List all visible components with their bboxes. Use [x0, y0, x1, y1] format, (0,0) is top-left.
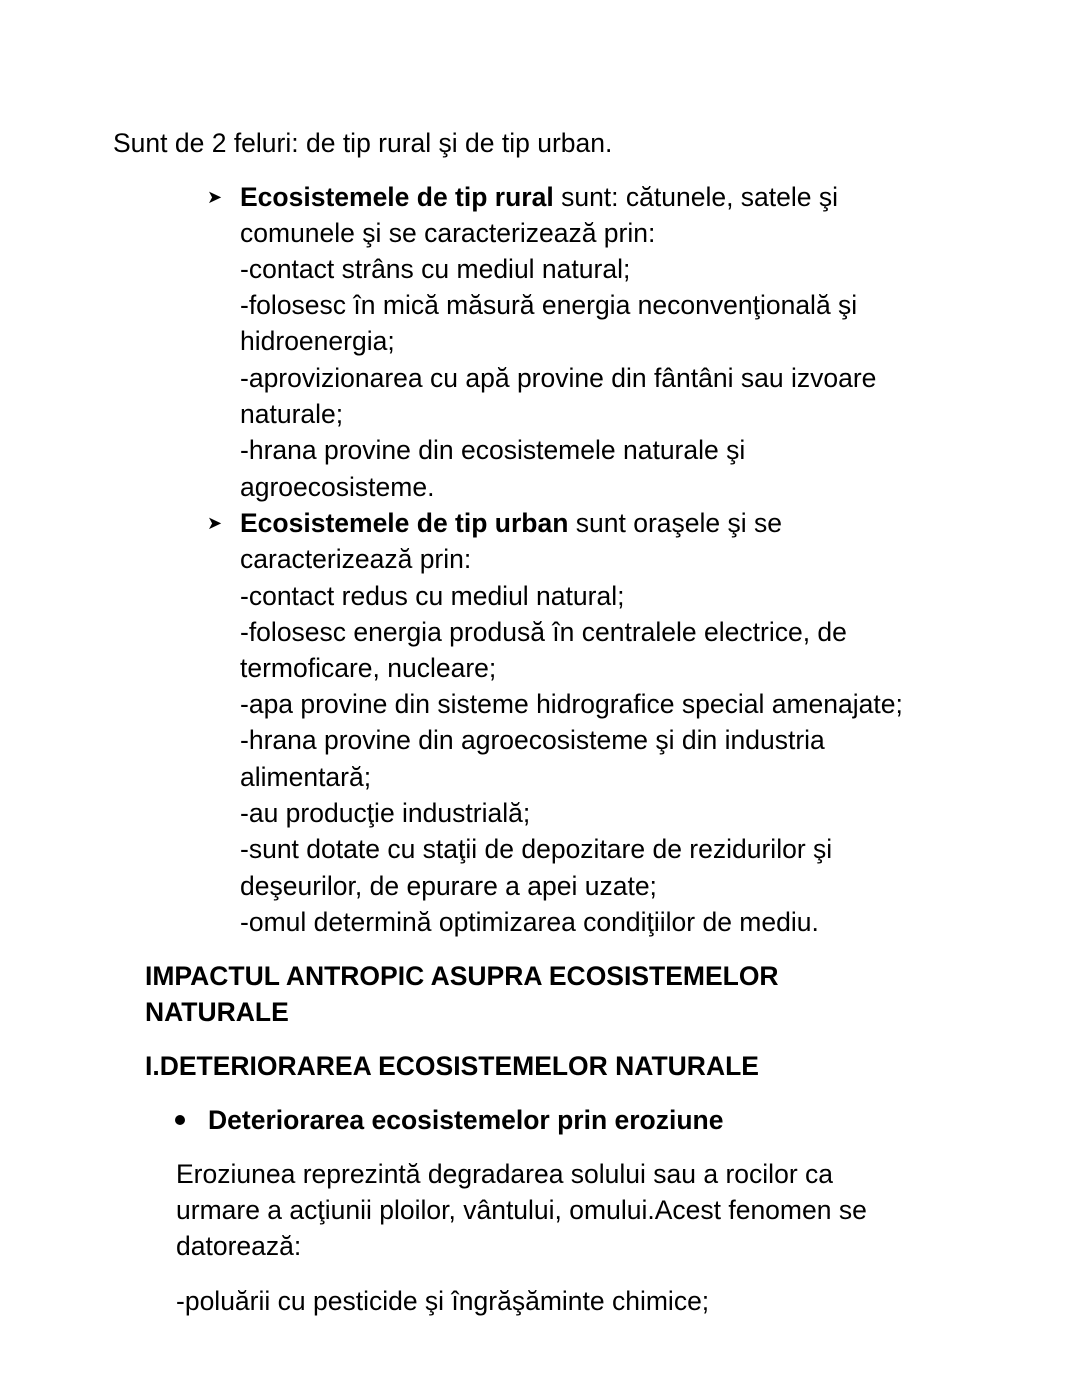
rural-line: -hrana provine din ecosistemele naturale şi [240, 435, 746, 465]
rural-title: Ecosistemele de tip rural [240, 182, 554, 212]
subsection-heading: I.DETERIORAREA ECOSISTEMELOR NATURALE [145, 1051, 759, 1081]
section-heading: NATURALE [145, 997, 289, 1027]
urban-line: caracterizează prin: [240, 544, 472, 574]
arrow-bullet-icon: ➤ [207, 513, 223, 533]
urban-line: deşeurilor, de epurare a apei uzate; [240, 871, 657, 901]
urban-line: -omul determină optimizarea condiţiilor de mediu. [240, 907, 819, 937]
rural-line: sunt: cătunele, satele şi [553, 182, 839, 212]
paragraph-line: Eroziunea reprezintă degradarea solului sau a rocilor ca [176, 1159, 833, 1189]
urban-line: -sunt dotate cu staţii de depozitare de rezidurilor şi [240, 834, 833, 864]
paragraph-line: urmare a acţiunii ploilor, vântului, omului.Acest fenomen se [176, 1195, 867, 1225]
urban-line: -contact redus cu mediul natural; [240, 581, 625, 611]
urban-line: -apa provine din sisteme hidrografice special amenajate; [240, 689, 903, 719]
urban-line: termoficare, nucleare; [240, 653, 497, 683]
urban-line: -folosesc energia produsă în centralele electrice, de [240, 617, 847, 647]
rural-line: agroecosisteme. [240, 472, 435, 502]
bullet-heading: Deteriorarea ecosistemelor prin eroziune [208, 1105, 724, 1135]
arrow-bullet-icon: ➤ [207, 187, 223, 207]
paragraph-line: -poluării cu pesticide şi îngrăşăminte chimice; [176, 1286, 710, 1316]
rural-line: naturale; [240, 399, 344, 429]
urban-first-line [240, 507, 782, 539]
urban-line: alimentară; [240, 762, 372, 792]
rural-line: -folosesc în mică măsură energia neconvenţională şi [240, 290, 858, 320]
urban-line: -hrana provine din agroecosisteme şi din industria [240, 725, 825, 755]
urban-line: -au producţie industrială; [240, 798, 531, 828]
rural-line: comunele şi se caracterizează prin: [240, 218, 656, 248]
section-heading: IMPACTUL ANTROPIC ASUPRA ECOSISTEMELOR [145, 961, 779, 991]
intro-text: Sunt de 2 feluri: de tip rural şi de tip urban. [113, 128, 613, 158]
rural-line: hidroenergia; [240, 326, 395, 356]
bullet-dot-icon [175, 1115, 185, 1125]
urban-title: Ecosistemele de tip urban [240, 508, 569, 538]
urban-line: sunt oraşele şi se [568, 508, 782, 538]
rural-line: -contact strâns cu mediul natural; [240, 254, 631, 284]
rural-first-line [240, 181, 838, 213]
rural-line: -aprovizionarea cu apă provine din fântâni sau izvoare [240, 363, 877, 393]
paragraph-line: datorează: [176, 1231, 302, 1261]
